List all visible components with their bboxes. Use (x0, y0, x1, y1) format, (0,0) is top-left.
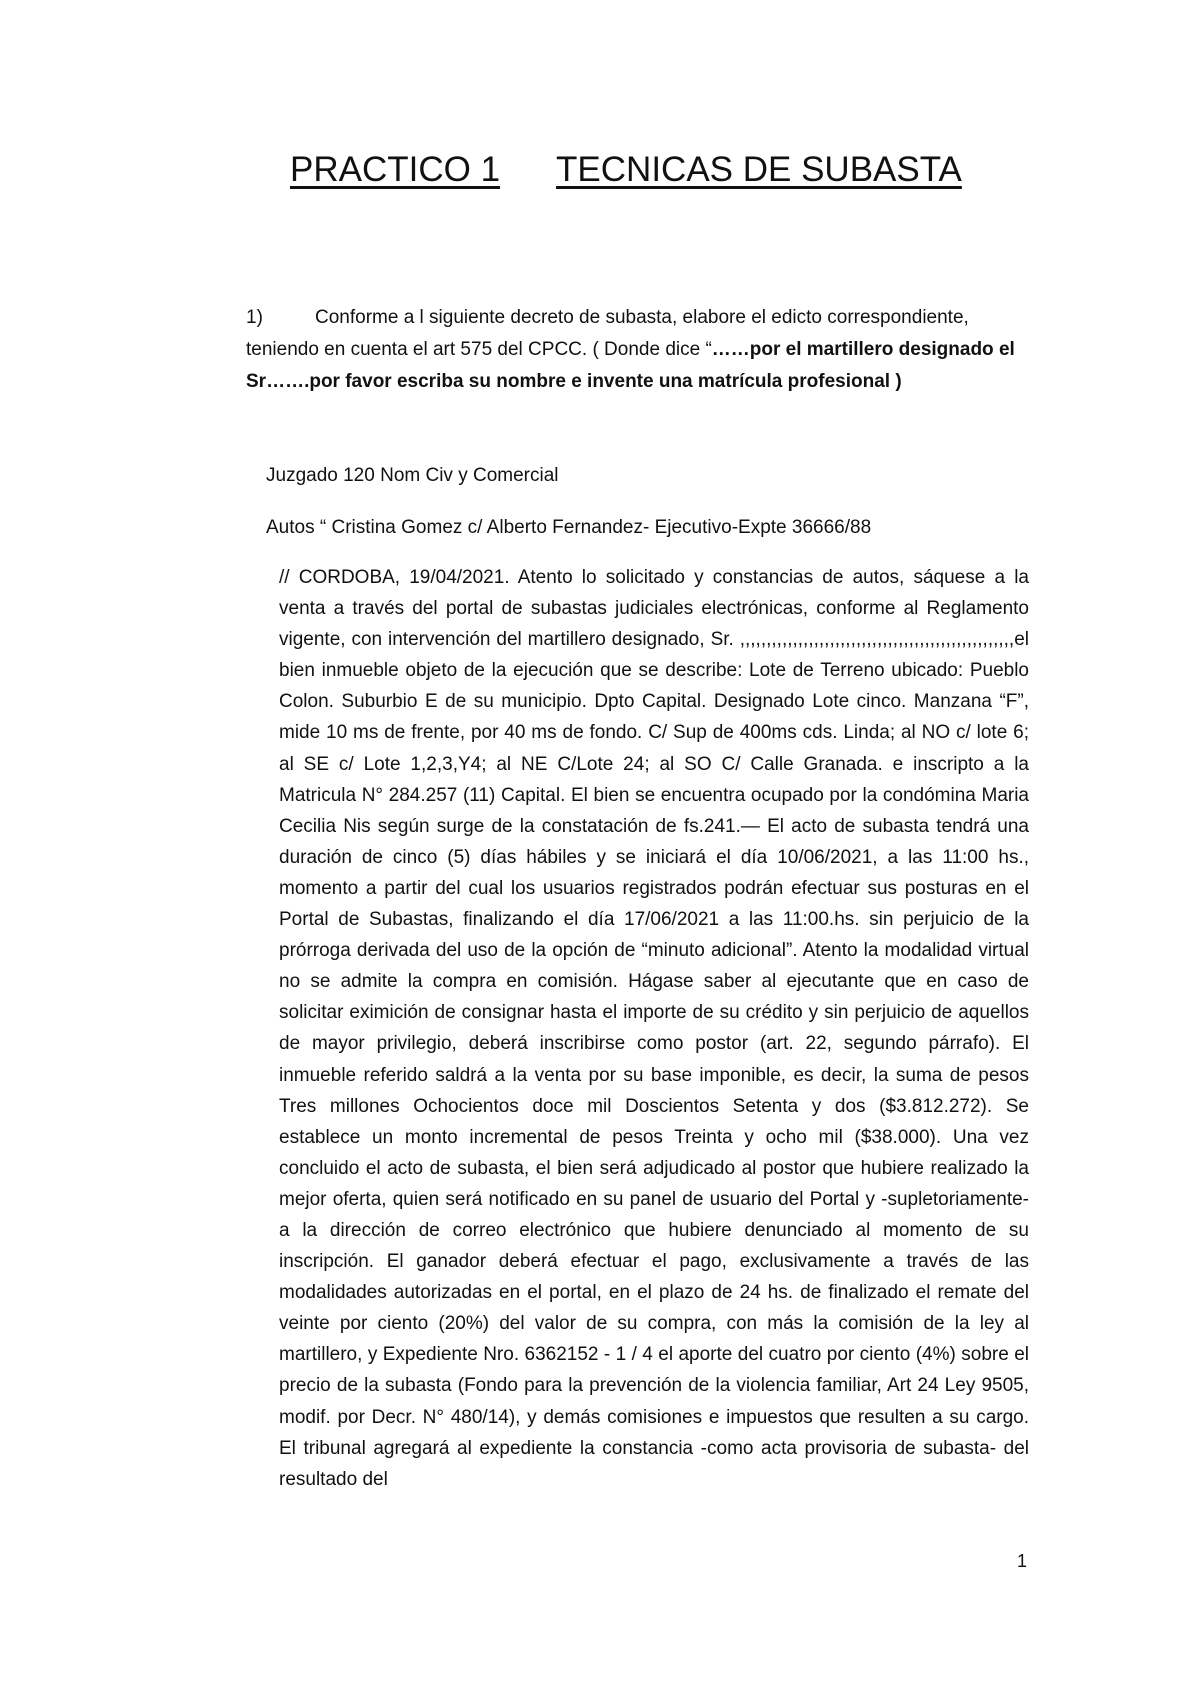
page-title (290, 150, 962, 190)
court-line: Juzgado 120 Nom Civ y Comercial (266, 465, 559, 486)
question-1 (246, 302, 1026, 398)
page-number: 1 (1017, 1551, 1028, 1571)
question-instruction: ……por el martillero designado el Sr…….por favor escriba su nombre e invente una matrícula profesional (246, 339, 1015, 392)
question-number: 1) (246, 307, 263, 328)
question-end: ) (890, 371, 902, 392)
case-line: Autos “ Cristina Gomez c/ Alberto Fernandez- Ejecutivo-Expte 36666/88 (266, 517, 872, 538)
decree-body: // CORDOBA, 19/04/2021. Atento lo solicitado y constancias de autos, sáquese a la venta a través del portal de subastas judiciales electrónicas, conforme al Reglamento vigente, con intervención del martillero designado, Sr. ,,,,,,,,,,,,,,,,,,,,,,,,,,,,,,,,,,,,,,,,,,,,,,,,,,,,el bien inmueble objeto de la ejecución que se describe: Lote de Terreno ubicado: Pueblo Colon. Suburbio E de su municipio. Dpto Capital. Designado Lote cinco. Manzana “F”, mide 10 ms de frente, por 40 ms de fondo. C/ Sup de 400ms cds. Linda; al NO c/ lote 6; al SE c/ Lote 1,2,3,Y4; al NE C/Lote 24; al SO C/ Calle Granada. e inscripto a la Matricula N° 284.257 (11) Capital. El bien se encuentra ocupado por la condómina Maria Cecilia Nis según surge de la constatación de fs.241.— El acto de subasta tendrá una duración de cinco (5) días hábiles y se iniciará el día 10/06/2021, a las 11:00 hs., momento a partir del cual los usuarios registrados podrán efectuar sus posturas en el Portal de Subastas, finalizando el día 17/06/2021 a las 11:00.hs. sin perjuicio de la prórroga derivada del uso de la opción de “minuto adicional”. Atento la modalidad virtual no se admite la compra en comisión. Hágase saber al ejecutante que en caso de solicitar eximición de consignar hasta el importe de su crédito y sin perjuicio de aquellos de mayor privilegio, deberá inscribirse como postor (art. 22, segundo párrafo). El inmueble referido saldrá a la venta por su base imponible, es decir, la suma de pesos Tres millones Ochocientos doce mil Doscientos Setenta y dos ($3.812.272). Se establece un monto incremental de pesos Treinta y ocho mil ($38.000). Una vez concluido el acto de subasta, el bien será adjudicado al postor que hubiere realizado la mejor oferta, quien será notificado en su panel de usuario del Portal y -supletoriamente- a la dirección de correo electrónico que hubiere denunciado al momento de su inscripción. El ganador deberá efectuar el pago, exclusivamente a través de las modalidades autorizadas en el portal, en el plazo de 24 hs. de finalizado el remate del veinte por ciento (20%) del valor de su compra, con más la comisión de la ley al martillero, y Expediente Nro. 6362152 - 1 / 4 el aporte del cuatro por ciento (4%) sobre el precio de la subasta (Fondo para la prevención de la violencia familiar, Art 24 Ley 9505, modif. por Decr. N° 480/14), y demás comisiones e impuestos que resulten a su cargo. El tribunal agregará al expediente la constancia -como acta provisoria de subasta- del resultado del (279, 567, 1029, 1490)
question-text: Conforme a l siguiente decreto de subasta, elabore el edicto correspondiente, teniendo en cuenta el art 575 del CPCC. ( Donde dice “ (246, 307, 969, 360)
title-subject: TECNICAS DE SUBASTA (556, 150, 962, 189)
title-practice: PRACTICO 1 (290, 150, 501, 189)
